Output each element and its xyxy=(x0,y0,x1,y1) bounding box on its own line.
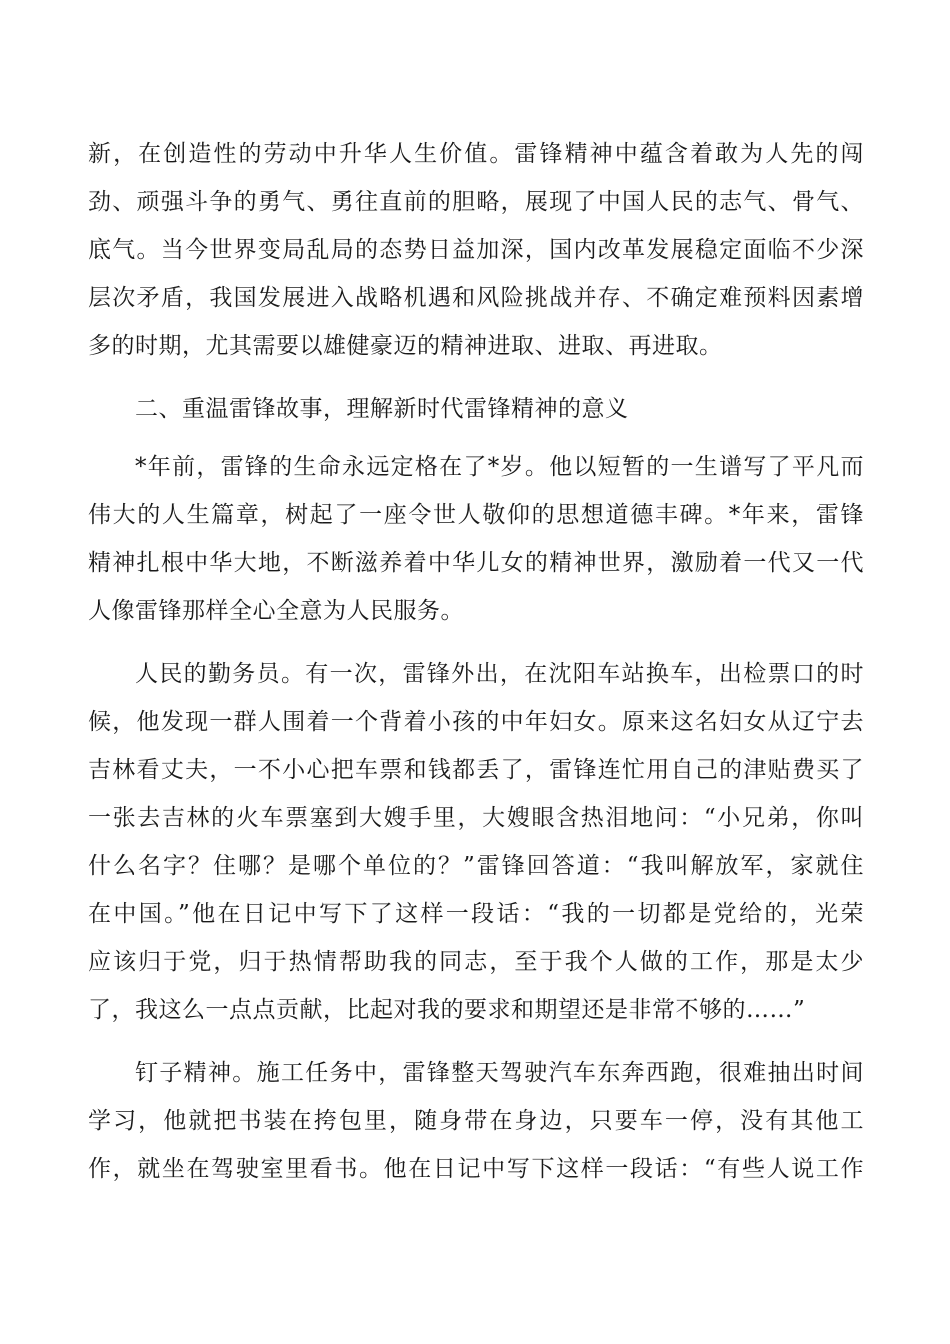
body-line: 什么名字？住哪？是哪个单位的？”雷锋回答道：“我叫解放军，家就住 xyxy=(88,853,864,879)
body-line: 伟大的人生篇章，树起了一座令世人敬仰的思想道德丰碑。*年来，雷锋 xyxy=(88,502,864,528)
body-line: 人民的勤务员。有一次，雷锋外出，在沈阳车站换车，出检票口的时 xyxy=(135,661,864,687)
body-line: 精神扎根中华大地，不断滋养着中华儿女的精神世界，激励着一代又一代 xyxy=(88,550,864,576)
body-line: 劲、顽强斗争的勇气、勇往直前的胆略，展现了中国人民的志气、骨气、 xyxy=(88,189,864,215)
body-line: 钉子精神。施工任务中，雷锋整天驾驶汽车东奔西跑，很难抽出时间 xyxy=(135,1060,864,1086)
body-line: 学习，他就把书装在挎包里，随身带在身边，只要车一停，没有其他工 xyxy=(88,1108,864,1134)
section-heading: 二、重温雷锋故事，理解新时代雷锋精神的意义 xyxy=(135,396,629,422)
body-line: 新，在创造性的劳动中升华人生价值。雷锋精神中蕴含着敢为人先的闯 xyxy=(88,141,864,167)
body-line: 应该归于党，归于热情帮助我的同志，至于我个人做的工作，那是太少 xyxy=(88,949,864,975)
body-line: 人像雷锋那样全心全意为人民服务。 xyxy=(88,598,464,624)
body-line: *年前，雷锋的生命永远定格在了*岁。他以短暂的一生谱写了平凡而 xyxy=(135,454,864,480)
body-line: 作，就坐在驾驶室里看书。他在日记中写下这样一段话：“有些人说工作 xyxy=(88,1156,864,1182)
body-line: 了，我这么一点点贡献，比起对我的要求和期望还是非常不够的……” xyxy=(88,997,806,1023)
body-line: 底气。当今世界变局乱局的态势日益加深，国内改革发展稳定面临不少深 xyxy=(88,237,864,263)
body-line: 吉林看丈夫，一不小心把车票和钱都丢了，雷锋连忙用自己的津贴费买了 xyxy=(88,757,864,783)
body-line: 一张去吉林的火车票塞到大嫂手里，大嫂眼含热泪地问：“小兄弟，你叫 xyxy=(88,805,864,831)
body-line: 在中国。”他在日记中写下了这样一段话：“我的一切都是党给的，光荣 xyxy=(88,901,864,927)
body-line: 候，他发现一群人围着一个背着小孩的中年妇女。原来这名妇女从辽宁去 xyxy=(88,709,864,735)
body-line: 多的时期，尤其需要以雄健豪迈的精神进取、进取、再进取。 xyxy=(88,333,723,359)
body-line: 层次矛盾，我国发展进入战略机遇和风险挑战并存、不确定难预料因素增 xyxy=(88,285,864,311)
